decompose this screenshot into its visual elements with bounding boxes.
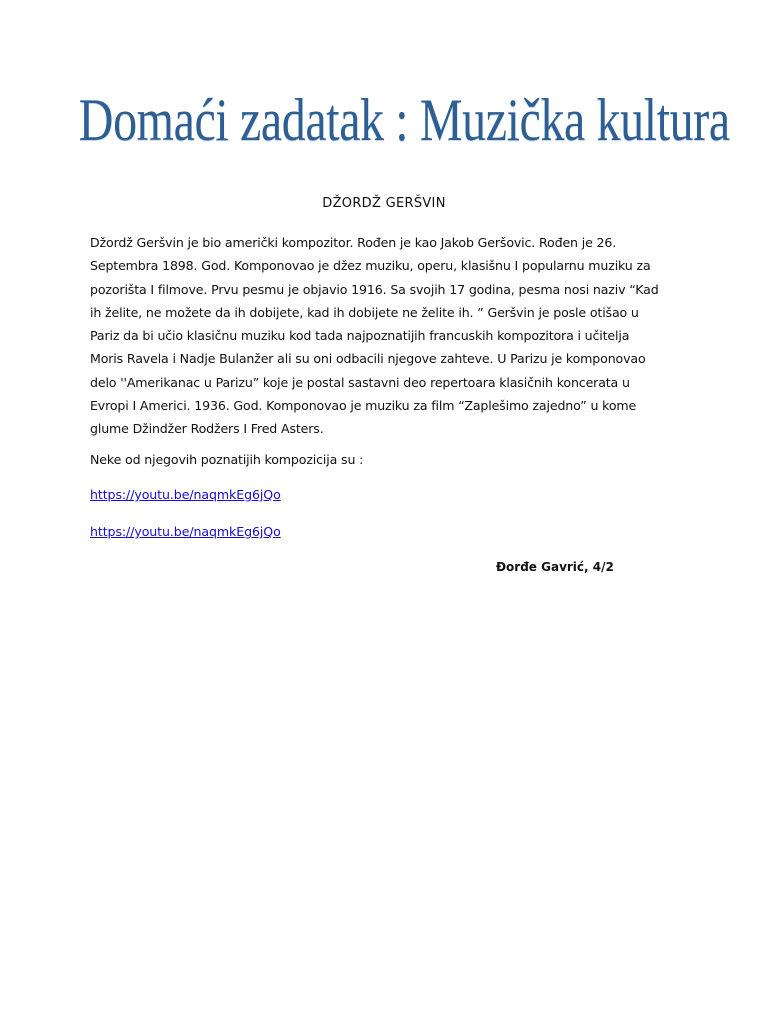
youtube-link-2[interactable]: https://youtu.be/naqmkEg6jQo [90,524,281,539]
paragraph-line: glume Džindžer Rodžers I Fred Asters. [90,421,324,437]
paragraph-line: Pariz da bi učio klasičnu muziku kod tada najpoznatijih francuskih kompozitora i učitelja [90,328,630,344]
biography-paragraph [90,231,690,441]
youtube-link-1[interactable]: https://youtu.be/naqmkEg6jQo [90,487,281,502]
document-title: Domaći zadatak : Muzička kultura [78,87,730,153]
section-heading: DŽORDŽ GERŠVIN [322,196,446,211]
paragraph-line: ih želite, ne možete da ih dobijete, kad ih dobijete ne želite ih. ” Geršvin je posle otišao u [90,304,639,320]
paragraph-line: Evropi I Americi. 1936. God. Komponovao je muziku za film “Zaplešimo zajedno” u kome [90,398,637,414]
author-signature: Đorđe Gavrić, 4/2 [496,560,614,574]
paragraph-line: pozorišta I filmove. Prvu pesmu je objavio 1916. Sa svojih 17 godina, pesma nosi naziv “Kad [90,281,659,297]
paragraph-line: Septembra 1898. God. Komponovao je džez muziku, operu, klasišnu I popularnu muziku za [90,258,651,274]
paragraph-line: delo ''Amerikanac u Parizu” koje je postal sastavni deo repertoara klasičnih koncerata u [90,374,630,390]
paragraph-line: Džordž Geršvin je bio američki kompozitor. Rođen je kao Jakob Geršovic. Rođen je 26. [90,235,617,250]
paragraph-line: Moris Ravela i Nadje Bulanžer ali su oni odbacili njegove zahteve. U Parizu je komponovao [90,351,646,367]
compositions-intro: Neke od njegovih poznatijih kompozicija su : [90,452,364,467]
